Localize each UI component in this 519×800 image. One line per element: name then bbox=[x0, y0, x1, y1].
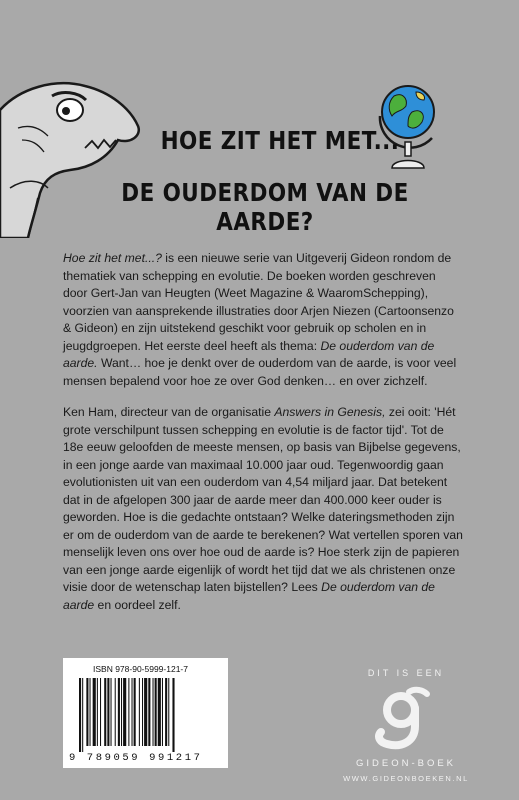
barcode-bar bbox=[172, 678, 174, 752]
barcode-bar bbox=[128, 678, 129, 746]
barcode-bar bbox=[104, 678, 106, 746]
barcode-bar bbox=[93, 678, 96, 746]
barcode-bar bbox=[121, 678, 122, 746]
barcode-number: 9 789059 991217 bbox=[69, 752, 203, 764]
barcode-bar bbox=[86, 678, 88, 746]
barcode-bar bbox=[153, 678, 154, 746]
barcode-bar bbox=[158, 678, 161, 746]
barcode-bar bbox=[115, 678, 116, 746]
series-name: Hoe zit het met...? bbox=[63, 251, 162, 265]
desc-text-b: zei ooit: 'Hét grote verschilpunt tussen schepping en evolutie is de factor tijd'. Tot de 18e eeuw geloofden de meeste mensen, op basis van Bijbelse gegevens, in een jonge aarde van maximaal 10.000 jaar oud. Tegenwoordig gaan evolutionisten uit van een ouderdom van 4,54 miljard jaar. Dat betekent dat in de afgelopen 300 jaar de aarde meer dan 400.000 keer ouder is geworden. Hoe is die gedachte ontstaan? Welke dateringsmethoden zijn er om de ouderdom van de aarde te berekenen? Wat vertellen sporen van menselijk leven ons over hoe oud de aarde is? Hoe sterk zijn de papieren van een jonge aarde eigenlijk of wordt het tijd dat we als christenen onze visie door de wetenschap laten bijstellen? Lees bbox=[63, 405, 463, 594]
barcode-panel bbox=[63, 658, 228, 768]
desc-text-a: Ken Ham, directeur van de organisatie bbox=[63, 405, 275, 419]
barcode-bar bbox=[107, 678, 109, 746]
isbn-label: ISBN 978-90-5999-121-7 bbox=[93, 664, 188, 674]
publisher-name: GIDEON-BOEK bbox=[355, 758, 457, 769]
barcode-bar bbox=[82, 678, 83, 752]
desc-text-c: en oordeel zelf. bbox=[94, 597, 181, 612]
barcode-bar bbox=[123, 678, 126, 746]
barcode-bar bbox=[97, 678, 98, 746]
description-paragraph bbox=[63, 404, 463, 614]
intro-text-b: Want… hoe je denkt over de ouderdom van de aarde, is voor veel mensen bepalend voor hoe ze over God denken… en over zichzelf. bbox=[63, 356, 457, 388]
barcode-bar bbox=[142, 678, 143, 746]
title-line-1: HOE ZIT HET MET... bbox=[160, 126, 400, 155]
barcode-bar bbox=[100, 678, 101, 746]
intro-text-a: is een nieuwe serie van Uitgeverij Gideon rondom de thematiek van schepping en evolutie. De boeken worden geschreven door Gert-Jan van Heugten (Weet Magazine & WaaromSchepping), voorzien van aansprekende illustraties door Arjen Niezen (Cartoonsenzo & Gideon) en zijn uitstekend geschikt voor gebruik op scholen en in jeugdgroepen. Het eerste deel heeft als thema: bbox=[63, 251, 454, 353]
gideon-g-logo bbox=[371, 686, 441, 752]
barcode-bar bbox=[168, 678, 169, 746]
barcode-bar bbox=[79, 678, 81, 752]
barcode-bar bbox=[165, 678, 167, 746]
publisher-url: WWW.GIDEONBOEKEN.NL bbox=[343, 774, 469, 783]
intro-paragraph bbox=[63, 250, 463, 390]
barcode-bar bbox=[111, 678, 112, 746]
title-line-2: DE OUDERDOM VAN DE AARDE? bbox=[121, 178, 409, 236]
barcode-bar bbox=[134, 678, 136, 746]
publisher-tagline: DIT IS EEN bbox=[367, 668, 445, 678]
barcode-bars bbox=[79, 678, 213, 752]
barcode-bar bbox=[132, 678, 133, 746]
barcode-bar bbox=[118, 678, 120, 746]
barcode-bar bbox=[144, 678, 147, 746]
barcode-bar bbox=[139, 678, 140, 746]
book-title: De ouderdom van de aarde bbox=[63, 580, 435, 612]
barcode-bar bbox=[155, 678, 157, 746]
barcode-bar bbox=[162, 678, 163, 746]
organization-name: Answers in Genesis, bbox=[274, 405, 386, 419]
barcode-bar bbox=[148, 678, 150, 746]
barcode-bar bbox=[90, 678, 91, 746]
theme-title: De ouderdom van de aarde. bbox=[63, 338, 435, 370]
